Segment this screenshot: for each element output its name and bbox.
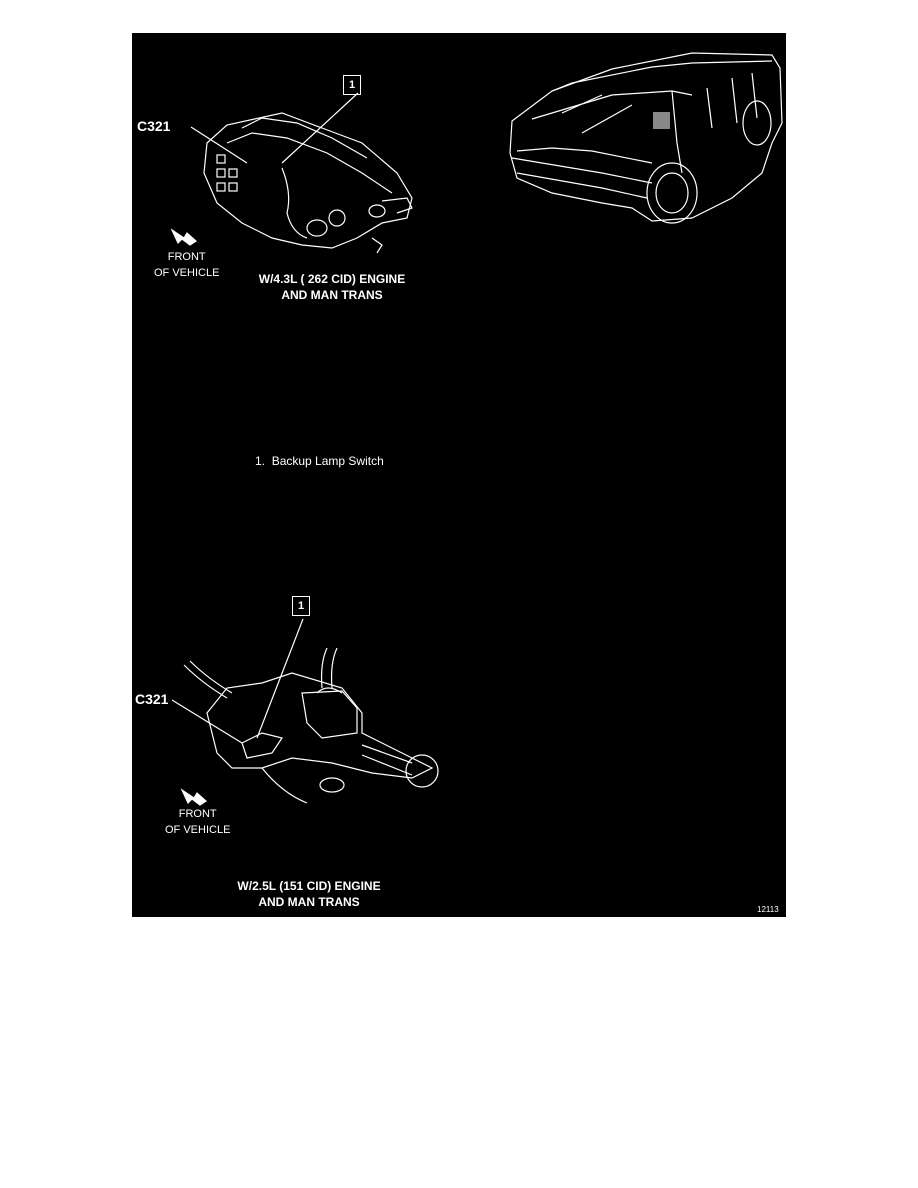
transmission-4-3l-illustration [132, 33, 786, 917]
connector-label-c321-top: C321 [137, 118, 171, 134]
figure-id: 12113 [757, 905, 779, 914]
diagram-panel [132, 33, 786, 917]
caption-2-5l: W/2.5L (151 CID) ENGINE AND MAN TRANS [237, 879, 381, 909]
callout-1-bottom: 1 [292, 596, 310, 616]
vehicle-illustration [510, 53, 782, 223]
front-of-vehicle-label-top: FRONT OF VEHICLE [154, 251, 220, 279]
legend-item-1: 1. Backup Lamp Switch [255, 454, 384, 468]
caption-4-3l: W/4.3L ( 262 CID) ENGINE AND MAN TRANS [258, 272, 406, 302]
callout-1-top: 1 [343, 75, 361, 95]
location-marker [653, 112, 670, 129]
front-of-vehicle-label-bottom: FRONT OF VEHICLE [165, 808, 231, 836]
connector-label-c321-bottom: C321 [135, 691, 169, 707]
